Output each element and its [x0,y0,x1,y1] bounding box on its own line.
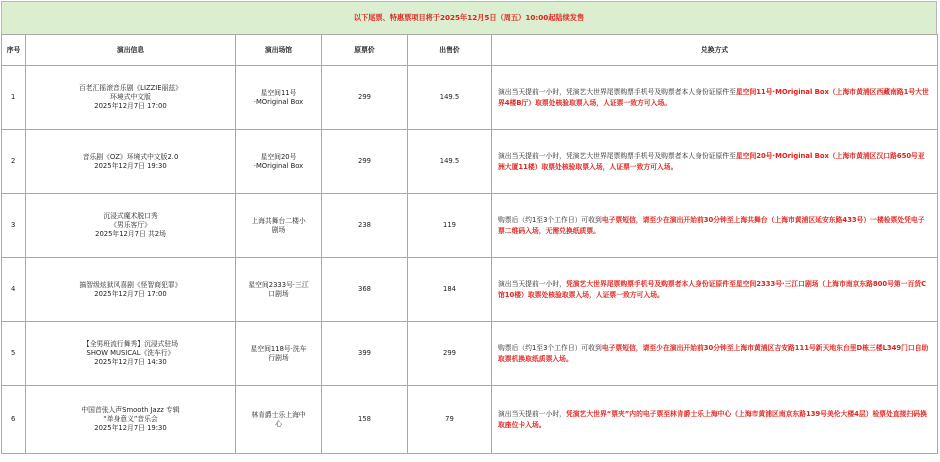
venue-cell: 星空间118号·洗车行剧场 [236,322,322,386]
show-info-line: 环境式中文版 [110,93,151,102]
row-index: 1 [2,66,26,130]
show-info-cell [26,194,236,258]
redeem-text: 演出当天提前一小时，凭演艺大世界尾票购票手机号及购票者本人身份证原件至 [498,152,736,161]
sale-price-cell: 299 [408,322,492,386]
table-row [2,322,938,386]
original-price-cell: 158 [322,386,408,454]
redeem-text: 购票后（约1至3个工作日）可收到 [498,216,602,225]
redeem-text: 演出当天提前一小时，凭演艺大世界尾票购票手机号及购票者本人身份证原件至 [498,88,736,97]
table-row [2,130,938,194]
venue-cell: 星空间20号·MOriginal Box [236,130,322,194]
redeem-highlight-text: 电子票短信，请至少在演出开始前30分钟至上海市黄浦区吉安路111号新天地东台里D栋三楼L349门口自助取票机换取纸质票入场。 [498,344,929,363]
show-info-line: 2025年12月7日 共2场 [95,229,166,238]
show-info-line: 《男乐客厅》 [110,221,151,230]
show-info-line: 【全男班流行舞秀】沉浸式驻场 [82,340,179,349]
show-info-line: 百老汇摇滚音乐剧《LIZZIE丽兹》 [79,84,182,93]
original-price-cell: 238 [322,194,408,258]
redeem-text: 演出当天提前一小时， [498,410,566,419]
row-index: 6 [2,386,26,454]
redeem-method-cell [492,322,938,386]
header-venue: 演出场馆 [236,35,322,66]
redeem-highlight-text: 凭演艺大世界“票夹”内的电子票至林肯爵士乐上海中心（上海市黄浦区南京东路139号美伦大楼4层）检票处直接扫码换取座位卡入场。 [498,410,927,429]
venue-cell: 星空间11号·MOriginal Box [236,66,322,130]
show-info-cell [26,322,236,386]
sale-price-cell: 79 [408,386,492,454]
row-index: 5 [2,322,26,386]
header-redeem-method: 兑换方式 [492,35,938,66]
venue-cell: 上海共舞台二楼小剧场 [236,194,322,258]
show-info-cell [26,258,236,322]
redeem-text: 演出当天提前一小时， [498,280,566,289]
redeem-highlight-text: 星空间11号·MOriginal Box（上海市黄浦区西藏南路1号大世界4楼B厅）取票处核验取票入场，人证票一致方可入场。 [498,88,929,107]
show-info-line: 沉浸式魔术脱口秀 [103,212,158,221]
sale-price-cell: 149.5 [408,66,492,130]
row-index: 3 [2,194,26,258]
show-info-line: 2025年12月7日 17:00 [94,289,167,298]
ticket-table [1,34,938,454]
show-info-cell [26,386,236,454]
show-info-line: SHOW MUSICAL《洗车行》 [86,349,175,358]
redeem-highlight-text: 电子票短信，请至少在演出开始前30分钟至上海共舞台（上海市黄浦区延安东路433号）一楼检票处凭电子票二维码入场，无需兑换纸质票。 [498,216,925,235]
sale-price-cell: 184 [408,258,492,322]
show-info-cell [26,66,236,130]
header-original-price: 原票价 [322,35,408,66]
redeem-method-cell [492,258,938,322]
original-price-cell: 368 [322,258,408,322]
original-price-cell: 399 [322,322,408,386]
redeem-method-cell [492,194,938,258]
redeem-highlight-text: 星空间20号·MOriginal Box（上海市黄浦区汉口路650号亚洲大厦11楼）取票处核验取票入场，人证票一致方可入场。 [498,152,925,171]
table-row [2,194,938,258]
sale-notice-banner: 以下尾票、特惠票项目将于2025年12月5日（周五）10:00起陆续发售 [1,1,937,35]
sale-price-cell: 149.5 [408,130,492,194]
sale-price-cell: 119 [408,194,492,258]
table-row [2,258,938,322]
show-info-line: 音乐剧《OZ》环境式中文版2.0 [82,152,179,161]
show-info-line: 2025年12月7日 19:30 [94,161,167,170]
header-index: 序号 [2,35,26,66]
row-index: 2 [2,130,26,194]
redeem-method-cell [492,130,938,194]
redeem-method-cell [492,386,938,454]
redeem-method-cell [492,66,938,130]
row-index: 4 [2,258,26,322]
show-info-line: 中国首张人声Smooth Jazz 专辑 [81,406,180,415]
original-price-cell: 299 [322,66,408,130]
table-row [2,386,938,454]
venue-cell: 星空间2333号·三江口剧场 [236,258,322,322]
original-price-cell: 299 [322,130,408,194]
show-info-line: 2025年12月7日 17:00 [94,101,167,110]
table-row [2,66,938,130]
ticket-sheet [1,1,937,461]
table-header-row [2,35,938,66]
show-info-line: 搞智级炫狱风喜剧《怪智商犯罪》 [79,280,182,289]
header-show-info: 演出信息 [26,35,236,66]
show-info-line: 2025年12月7日 19:30 [94,423,167,432]
redeem-text: 购票后（约1至3个工作日）可收到 [498,344,602,353]
show-info-cell [26,130,236,194]
venue-cell: 林肯爵士乐上海中心 [236,386,322,454]
header-sale-price: 出售价 [408,35,492,66]
show-info-line: 2025年12月7日 14:30 [94,357,167,366]
show-info-line: “单身意义”音乐会 [103,415,158,424]
redeem-highlight-text: 凭演艺大世界尾票购票手机号及购票者本人身份证原件至星空间2333号·三江口剧场（上海市南京东路800号第一百货C馆10楼）取票处核验取票入场，人证票一致方可入场。 [498,280,927,299]
